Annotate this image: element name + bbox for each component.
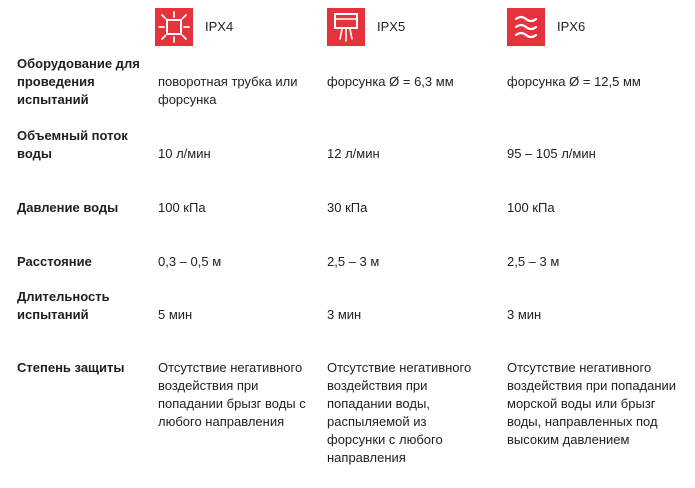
ipx5-label: IPX5 xyxy=(377,19,406,34)
cell-protection-ipx6: Отсутствие негативного воздействия при попадании морской воды или брызг воды, направленных под высоким давлением xyxy=(507,360,677,447)
header-ipx4 xyxy=(155,8,233,46)
row-label-flow: Объемный поток воды xyxy=(17,128,128,161)
row-label-protection: Степень защиты xyxy=(17,360,125,375)
cell-pressure-ipx4: 100 кПа xyxy=(158,200,206,215)
ipx4-label: IPX4 xyxy=(205,19,234,34)
header-ipx5 xyxy=(327,8,405,46)
cell-flow-ipx6: 95 – 105 л/мин xyxy=(507,146,596,161)
row-label-pressure: Давление воды xyxy=(17,200,119,215)
water-jet-icon xyxy=(327,8,365,46)
cell-pressure-ipx6: 100 кПа xyxy=(507,200,555,215)
cell-distance-ipx4: 0,3 – 0,5 м xyxy=(158,254,222,269)
cell-flow-ipx4: 10 л/мин xyxy=(158,146,211,161)
cell-distance-ipx5: 2,5 – 3 м xyxy=(327,254,380,269)
cell-equipment-ipx4: поворотная трубка или форсунка xyxy=(158,74,298,107)
cell-duration-ipx4: 5 мин xyxy=(158,307,193,322)
row-label-equipment: Оборудование для проведения испытаний xyxy=(17,56,140,107)
cell-equipment-ipx6: форсунка Ø = 12,5 мм xyxy=(507,74,641,89)
header-ipx6 xyxy=(507,8,585,46)
cell-equipment-ipx5: форсунка Ø = 6,3 мм xyxy=(327,74,454,89)
rain-box-icon xyxy=(155,8,193,46)
cell-pressure-ipx5: 30 кПа xyxy=(327,200,368,215)
ipx6-label: IPX6 xyxy=(557,19,586,34)
cell-distance-ipx6: 2,5 – 3 м xyxy=(507,254,560,269)
cell-duration-ipx6: 3 мин xyxy=(507,307,542,322)
row-label-distance: Расстояние xyxy=(17,254,92,269)
cell-protection-ipx5: Отсутствие негативного воздействия при попадании воды, распыляемой из форсунки с любого направления xyxy=(327,360,472,465)
cell-duration-ipx5: 3 мин xyxy=(327,307,362,322)
cell-flow-ipx5: 12 л/мин xyxy=(327,146,380,161)
water-waves-icon xyxy=(507,8,545,46)
cell-protection-ipx4: Отсутствие негативного воздействия при попадании брызг воды с любого направления xyxy=(158,360,306,429)
row-label-duration: Длительность испытаний xyxy=(17,289,110,322)
